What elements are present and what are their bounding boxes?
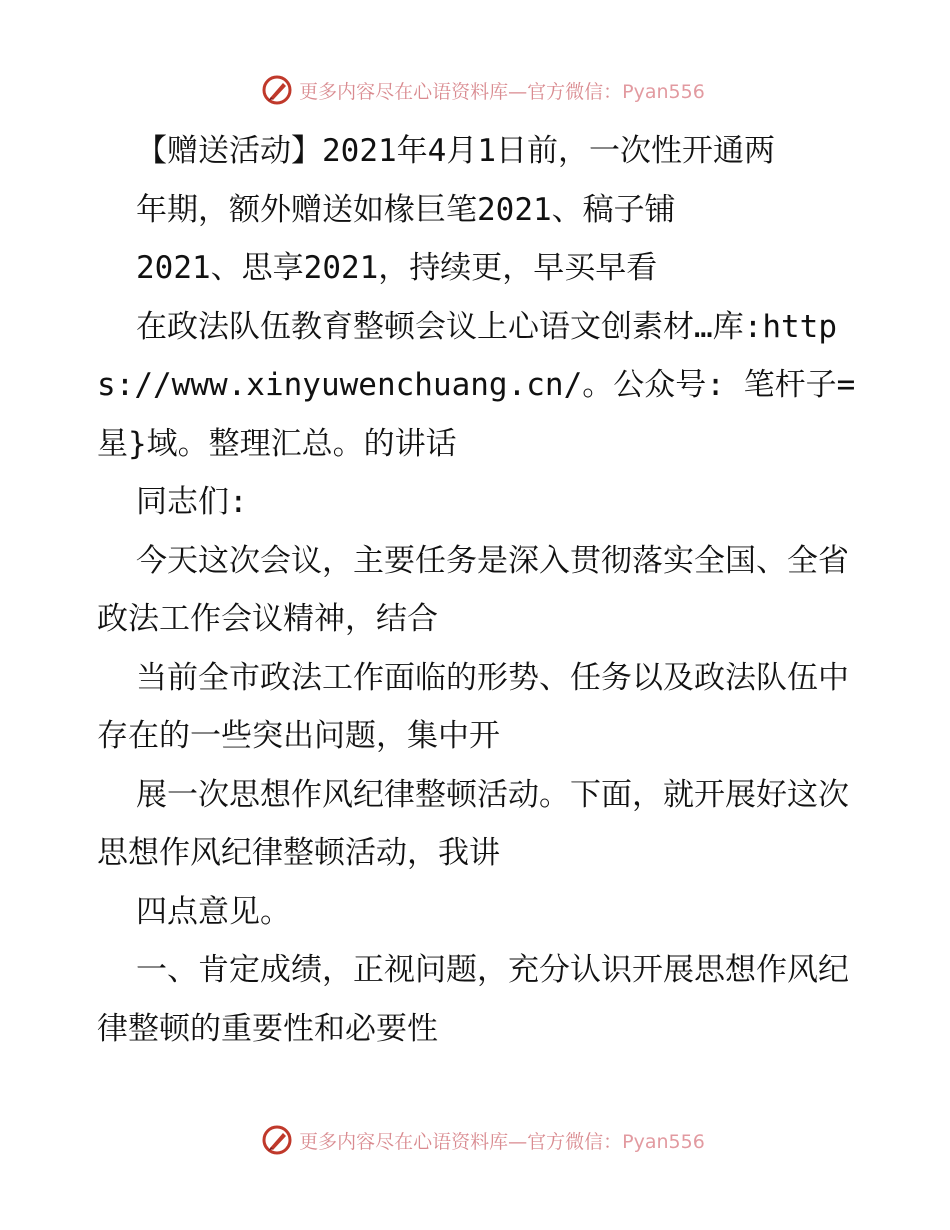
paragraph-3: 2021、思享2021，持续更，早买早看 [136, 250, 658, 286]
paragraph-10: 一、肯定成绩，正视问题，充分认识开展思想作风纪律整顿的重要性和必要性 [97, 952, 849, 1047]
paragraph-2: 年期，额外赠送如椽巨笔2021、稿子铺 [136, 191, 676, 228]
banner-wechat-id: Pyan556 [622, 80, 705, 103]
banner-slogan: 更多内容尽在心语资料库—官方微信： [299, 80, 623, 103]
footer-banner-inner [261, 1124, 705, 1156]
header-banner-text [299, 77, 705, 104]
paragraph-5: 同志们: [136, 484, 248, 520]
document-body [97, 122, 857, 1058]
quill-pen-logo-icon [261, 74, 293, 106]
header-banner [0, 70, 950, 110]
footer-banner [0, 1120, 950, 1160]
banner-slogan: 更多内容尽在心语资料库—官方微信： [299, 1130, 623, 1153]
quill-pen-logo-icon [261, 1124, 293, 1156]
paragraph-7: 当前全市政法工作面临的形势、任务以及政法队伍中存在的一些突出问题，集中开 [97, 659, 849, 754]
footer-banner-text [299, 1127, 705, 1154]
paragraph-1: 【赠送活动】2021年4月1日前，一次性开通两 [136, 133, 775, 169]
banner-wechat-id: Pyan556 [622, 1130, 705, 1153]
paragraph-9: 四点意见。 [136, 893, 291, 930]
paragraph-6: 今天这次会议，主要任务是深入贯彻落实全国、全省政法工作会议精神，结合 [97, 542, 849, 637]
paragraph-8: 展一次思想作风纪律整顿活动。下面，就开展好这次思想作风纪律整顿活动，我讲 [97, 776, 849, 871]
header-banner-inner [261, 74, 705, 106]
paragraph-4: 在政法队伍教育整顿会议上心语文创素材…库:https://www.xinyuwenchuang.cn/。公众号: 笔杆子=星}域。整理汇总。的讲话 [97, 308, 856, 462]
